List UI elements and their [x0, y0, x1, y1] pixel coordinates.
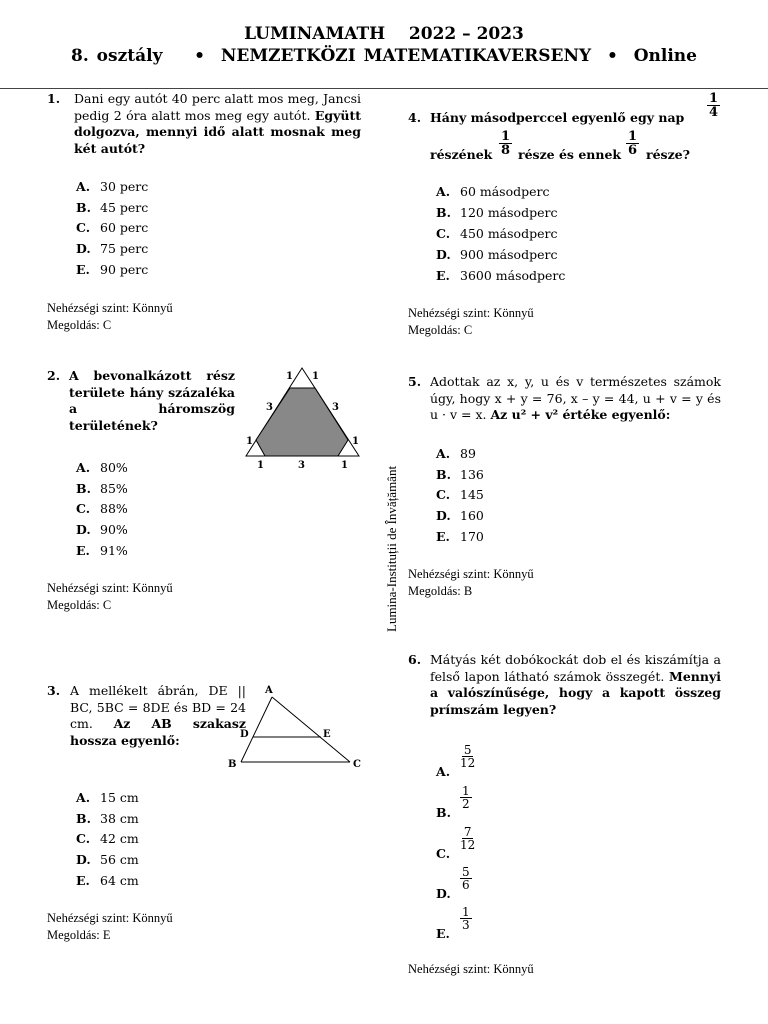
- option[interactable]: [76, 220, 148, 235]
- option-value: 145: [460, 487, 484, 502]
- option-key: A.: [436, 446, 451, 461]
- fraction-denominator: 12: [460, 838, 476, 852]
- option-value: 80%: [100, 460, 128, 475]
- option-value: 91%: [100, 543, 128, 558]
- question-text: Dani egy autót 40 perc alatt mos meg, Jancsi pedig 2 óra alatt mos meg egy autót.: [74, 91, 361, 123]
- fig-label-e: E: [323, 729, 331, 740]
- fraction-one-quarter: [707, 92, 720, 119]
- option-value: 60 másodperc: [460, 184, 550, 199]
- option[interactable]: [436, 226, 557, 241]
- question-1: [47, 91, 361, 157]
- option-fraction: [460, 906, 472, 931]
- question-prompt: Az u² + v² értéke egyenlő:: [490, 407, 671, 422]
- option[interactable]: [76, 179, 148, 194]
- option[interactable]: [76, 790, 139, 805]
- option[interactable]: [76, 501, 128, 516]
- option-key: D.: [76, 241, 91, 256]
- option[interactable]: [436, 529, 484, 544]
- question-prompt: A bevonalkázott rész területe hány százaléka a háromszög területének?: [69, 368, 235, 433]
- option-key: B.: [436, 205, 451, 220]
- fraction-numerator: 5: [462, 865, 470, 879]
- option-value: 450 másodperc: [460, 226, 558, 241]
- option-key: A.: [76, 179, 91, 194]
- option-key: D.: [436, 886, 451, 901]
- option[interactable]: [436, 184, 550, 199]
- question-number: 5.: [408, 374, 422, 389]
- meta-q4: [408, 305, 534, 339]
- question-text: része és ennek: [518, 147, 622, 162]
- question-5: [408, 374, 721, 424]
- question-prompt: Együtt dolgozva, mennyi idő alatt mosnak meg két autót?: [74, 107, 362, 156]
- option-key: B.: [76, 200, 91, 215]
- shaded-hexagon: [256, 388, 348, 456]
- question-number: 2.: [47, 368, 61, 383]
- fraction-numerator: 1: [462, 784, 470, 798]
- question-prompt: Mennyi a valószínűsége, hogy a kapott összeg prímszám legyen?: [430, 668, 721, 717]
- option-key: A.: [436, 184, 451, 199]
- fraction-denominator: 6: [462, 878, 470, 892]
- option[interactable]: [76, 811, 139, 826]
- fraction-numerator: 1: [628, 129, 638, 144]
- triangle-de-bc-figure: [226, 683, 362, 769]
- meta-q1: [47, 300, 173, 334]
- option-key: C.: [76, 501, 91, 516]
- option[interactable]: [76, 200, 148, 215]
- option-key: E.: [436, 529, 450, 544]
- option-fraction: [460, 785, 472, 810]
- option-key: A.: [76, 460, 91, 475]
- option-value: 30 perc: [100, 179, 149, 194]
- question-number: 6.: [408, 652, 422, 667]
- fig-label: 1: [312, 371, 319, 382]
- fig-label: 1: [246, 436, 253, 447]
- option-fraction: [460, 866, 472, 891]
- option-key: B.: [76, 811, 91, 826]
- fraction-denominator: 4: [709, 105, 719, 120]
- question-2: [47, 368, 235, 434]
- option-key: C.: [436, 846, 451, 861]
- fig-label: 3: [298, 460, 305, 471]
- option[interactable]: [436, 508, 484, 523]
- meta-q2: [47, 580, 173, 614]
- fig-label: 1: [341, 460, 348, 471]
- fraction-denominator: 3: [462, 918, 470, 932]
- hexagon-triangle-figure: [244, 362, 364, 472]
- option-key: C.: [436, 226, 451, 241]
- fig-label: 3: [266, 402, 273, 413]
- fraction-numerator: 1: [709, 91, 719, 106]
- question-prompt: Az AB szakasz hossza egyenlő:: [70, 716, 246, 748]
- option[interactable]: [76, 262, 148, 277]
- fig-label: 1: [352, 436, 359, 447]
- option-value: 89: [460, 446, 476, 461]
- difficulty-level: Nehézségi szint: Könnyű: [408, 962, 534, 976]
- option-key: E.: [76, 873, 90, 888]
- option-key: C.: [76, 220, 91, 235]
- option[interactable]: [76, 873, 139, 888]
- fraction-denominator: 8: [501, 143, 511, 158]
- option[interactable]: [436, 268, 565, 283]
- question-text: A mellékelt ábrán, DE || BC, 5BC = 8DE és BD = 24 cm.: [70, 683, 246, 731]
- fig-label-a: A: [265, 685, 273, 696]
- page-header: [0, 0, 768, 89]
- difficulty-level: Nehézségi szint: Könnyű: [408, 306, 534, 320]
- fraction-numerator: 1: [462, 905, 470, 919]
- option-value: 56 cm: [100, 852, 139, 867]
- fig-label: 1: [286, 371, 293, 382]
- solution: Megoldás: B: [408, 584, 473, 598]
- difficulty-level: Nehézségi szint: Könnyű: [47, 911, 173, 925]
- option[interactable]: [436, 487, 484, 502]
- fraction-numerator: 5: [463, 743, 472, 757]
- question-text: Hány másodperccel egyenlő egy nap: [430, 110, 685, 125]
- option-value: 60 perc: [100, 220, 149, 235]
- option[interactable]: [436, 205, 557, 220]
- option-value: 3600 másodperc: [460, 268, 566, 283]
- option-key: E.: [436, 926, 450, 941]
- solution: Megoldás: C: [47, 318, 112, 332]
- question-number: 3.: [47, 683, 61, 698]
- question-6: [408, 652, 721, 718]
- option[interactable]: [76, 460, 128, 475]
- option[interactable]: [436, 906, 472, 941]
- option-value: 85%: [100, 481, 128, 496]
- option[interactable]: [436, 826, 475, 861]
- header-subtitle: 8. osztály • NEMZETKÖZI MATEMATIKAVERSENY • Online: [71, 46, 697, 66]
- option-key: D.: [76, 852, 91, 867]
- fig-label-c: C: [353, 759, 361, 769]
- question-text: Mátyás két dobókockát dob el és kiszámítja a felső lapon látható számok összegét.: [430, 652, 721, 684]
- option[interactable]: [76, 241, 148, 256]
- option-key: D.: [436, 508, 451, 523]
- question-number: 4.: [408, 110, 422, 125]
- option[interactable]: [76, 481, 128, 496]
- option-key: A.: [436, 764, 451, 779]
- option-key: C.: [436, 487, 451, 502]
- meta-q3: [47, 910, 173, 944]
- fig-label: 1: [257, 460, 264, 471]
- option-value: 45 perc: [100, 200, 149, 215]
- option[interactable]: [76, 522, 128, 537]
- fraction-denominator: 6: [628, 143, 638, 158]
- question-text: részének: [430, 147, 493, 162]
- option-key: C.: [76, 831, 91, 846]
- option-value: 136: [460, 467, 484, 482]
- option[interactable]: [436, 446, 476, 461]
- option-value: 38 cm: [100, 811, 139, 826]
- option-key: D.: [436, 247, 451, 262]
- option-value: 90 perc: [100, 262, 149, 277]
- fraction-denominator: 12: [460, 756, 476, 770]
- option-value: 75 perc: [100, 241, 149, 256]
- option-value: 900 másodperc: [460, 247, 558, 262]
- option[interactable]: [436, 866, 472, 901]
- option[interactable]: [436, 247, 557, 262]
- option-value: 170: [460, 529, 484, 544]
- option[interactable]: [436, 785, 472, 820]
- option[interactable]: [76, 852, 139, 867]
- solution: Megoldás: C: [408, 323, 473, 337]
- option-key: B.: [76, 481, 91, 496]
- solution: Megoldás: E: [47, 928, 111, 942]
- option-value: 15 cm: [100, 790, 139, 805]
- side-label: Lumina-Instituții de Învățământ: [384, 465, 399, 632]
- option-value: 64 cm: [100, 873, 139, 888]
- solution: Megoldás: C: [47, 598, 112, 612]
- fraction-numerator: 1: [501, 129, 511, 144]
- option-fraction: [460, 826, 475, 851]
- option-key: A.: [76, 790, 91, 805]
- option-key: E.: [76, 262, 90, 277]
- question-3: [47, 683, 246, 749]
- option[interactable]: [436, 744, 475, 779]
- option-key: B.: [436, 805, 451, 820]
- question-text: Adottak az x, y, u és v természetes számok úgy, hogy x + y = 76, x – y = 44, u + v = y és u · v = x.: [430, 374, 721, 422]
- difficulty-level: Nehézségi szint: Könnyű: [47, 301, 173, 315]
- option-value: 120 másodperc: [460, 205, 558, 220]
- option-value: 90%: [100, 522, 128, 537]
- fraction-one-sixth: [626, 130, 639, 157]
- option[interactable]: [76, 831, 139, 846]
- fig-label-b: B: [228, 759, 237, 769]
- option-key: E.: [76, 543, 90, 558]
- option-key: B.: [436, 467, 451, 482]
- fig-label-d: D: [240, 729, 249, 740]
- option-key: D.: [76, 522, 91, 537]
- meta-q6: [408, 961, 534, 978]
- question-number: 1.: [47, 91, 61, 106]
- meta-q5: [408, 566, 534, 600]
- question-text: része?: [646, 147, 690, 162]
- option[interactable]: [76, 543, 128, 558]
- option[interactable]: [436, 467, 484, 482]
- fig-label: 3: [332, 402, 339, 413]
- option-key: E.: [436, 268, 450, 283]
- option-value: 88%: [100, 501, 128, 516]
- option-value: 160: [460, 508, 484, 523]
- difficulty-level: Nehézségi szint: Könnyű: [47, 581, 173, 595]
- fraction-numerator: 7: [463, 825, 472, 839]
- option-value: 42 cm: [100, 831, 139, 846]
- option-fraction: [460, 744, 475, 769]
- header-title: LUMINAMATH 2022 – 2023: [244, 24, 524, 44]
- difficulty-level: Nehézségi szint: Könnyű: [408, 567, 534, 581]
- fraction-denominator: 2: [462, 797, 470, 811]
- fraction-one-eighth: [499, 130, 512, 157]
